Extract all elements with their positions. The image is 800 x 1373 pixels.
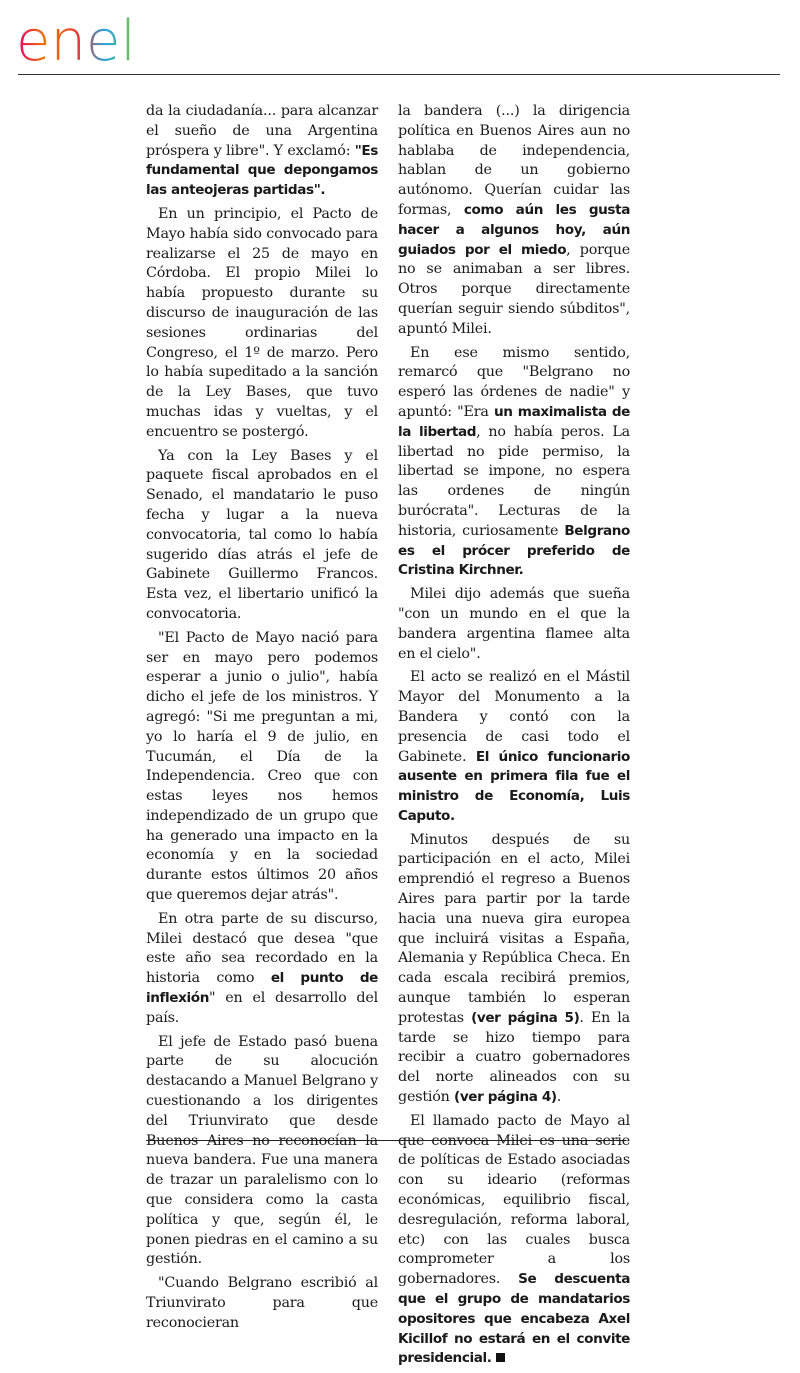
footer-divider [146, 1140, 626, 1141]
text-run: El jefe de Estado pasó buena parte de su alocución destacando a Manuel Belgrano y cuestionando a los dirigentes del Triunvirato que desde Buenos Aires no reconocían la nueva bandera. Fue una manera de trazar un paralelismo con lo que considera como la casta política y que, según él, le ponen piedras en el camino a su gestión. [146, 1033, 378, 1268]
text-run: . En la tarde se hizo tiempo para recibir a cuatro gobernadores del norte alineados con su gestión [398, 1009, 630, 1106]
bold-highlight: Belgrano es el prócer preferido de Cristina Kirchner. [398, 522, 630, 579]
article-paragraph [146, 1274, 378, 1333]
article-paragraph [398, 831, 630, 1108]
article-paragraph [146, 205, 378, 443]
article-paragraph [398, 1112, 630, 1369]
article-column-right [398, 102, 630, 1373]
header-divider [18, 74, 780, 75]
text-run: , no había peros. La libertad no pide permiso, la libertad se impone, no espera las ordenes de ningún burócrata". Lecturas de la historia, curiosamente [398, 423, 630, 539]
article-paragraph [146, 1033, 378, 1271]
text-run: El acto se realizó en el Mástil Mayor del Monumento a la Bandera y contó con la presencia de casi todo el Gabinete. [398, 669, 630, 765]
text-run: da la ciudadanía... para alcanzar el sueño de una Argentina próspera y libre". Y exclamó: [146, 103, 378, 159]
bold-highlight: Se descuenta que el grupo de mandatarios opositores que encabeza Axel Kicillof no estará en el convite presidencial. [398, 1271, 630, 1367]
article-paragraph [398, 344, 630, 582]
end-of-article-mark [496, 1353, 505, 1362]
article-column-left [146, 102, 378, 1338]
bold-highlight: El único funcionario ausente en primera fila fue el ministro de Economía, Luis Caputo. [398, 748, 630, 824]
text-run: "El Pacto de Mayo nació para ser en mayo pero podemos esperar a junio o julio", había dicho el jefe de los ministros. Y agregó: "Si me preguntan a mi, yo lo haría el 9 de julio, en Tucumán, el Día de la Independencia. Creo que con estas leyes nos hemos independizado de un grupo que ha generado una impacto en la economía y en la sociedad durante estos últimos 20 años que queremos dejar atrás". [146, 629, 378, 904]
text-run: Milei dijo además que sueña "con un mundo en el que la bandera argentina flamee alta en el cielo". [398, 586, 630, 662]
article-paragraph [398, 102, 630, 340]
article-paragraph [398, 585, 630, 664]
article-paragraph [146, 629, 378, 906]
article-paragraph [146, 102, 378, 201]
text-run: . [556, 1089, 562, 1106]
text-run: , porque no se animaban a ser libres. Otros porque directamente querían seguir siendo súbditos", apuntó Milei. [398, 241, 630, 337]
svg-text:enel: enel [16, 10, 136, 68]
bold-highlight: "Es fundamental que depongamos las anteojeras partidas". [146, 142, 378, 199]
text-run: la bandera (...) la dirigencia política en Buenos Aires aun no hablaba de independencia, hablan de un gobierno autónomo. Querían cuidar las formas, [398, 103, 630, 218]
bold-highlight: (ver página 5) [471, 1009, 580, 1026]
enel-logo-icon [14, 10, 180, 68]
bold-highlight: (ver página 4) [454, 1089, 557, 1106]
text-run: En otra parte de su discurso, Milei destacó que desea "que este año sea recordado en la historia como [146, 910, 378, 987]
article-paragraph [398, 668, 630, 826]
text-run: El llamado pacto de Mayo al que convoca Milei es una serie de políticas de Estado asociadas con su ideario (reformas económicas, equilibrio fiscal, desregulación, reforma laboral, etc) con las cuales busca comprometer a los gobernadores. [398, 1112, 630, 1288]
article-paragraph [146, 910, 378, 1029]
bold-highlight: como aún les gusta hacer a algunos hoy, aún guiados por el miedo [398, 201, 630, 258]
text-run: "Cuando Belgrano escribió al Triunvirato para que reconocieran [146, 1275, 378, 1331]
text-run: " en el desarrollo del país. [146, 990, 378, 1026]
text-run: Minutos después de su participación en el acto, Milei emprendió el regreso a Buenos Aires para partir por la tarde hacia una nueva gira europea que incluirá visitas a España, Alemania y República Checa. En cada escala recibirá premios, aunque también lo esperan protestas [398, 831, 630, 1026]
bold-highlight: el punto de inflexión [146, 970, 378, 1007]
bold-highlight: un maximalista de la libertad [398, 403, 630, 440]
article-paragraph [146, 447, 378, 625]
text-run: En un principio, el Pacto de Mayo había sido convocado para realizarse el 25 de mayo en Córdoba. El propio Milei lo había propuesto durante su discurso de inauguración de las sesiones ordinarias del Congreso, el 1º de marzo. Pero lo había supeditado a la sanción de la Ley Bases, que tuvo muchas idas y vueltas, y el encuentro se postergó. [146, 205, 378, 440]
text-run: Ya con la Ley Bases y el paquete fiscal aprobados en el Senado, el mandatario le puso fecha y lugar a la nueva convocatoria, tal como lo había sugerido días atrás el jefe de Gabinete Guillermo Francos. Esta vez, el libertario unificó la convocatoria. [146, 447, 378, 622]
text-run: En ese mismo sentido, remarcó que "Belgrano no esperó las órdenes de nadie" y apuntó: "Era [398, 344, 630, 420]
